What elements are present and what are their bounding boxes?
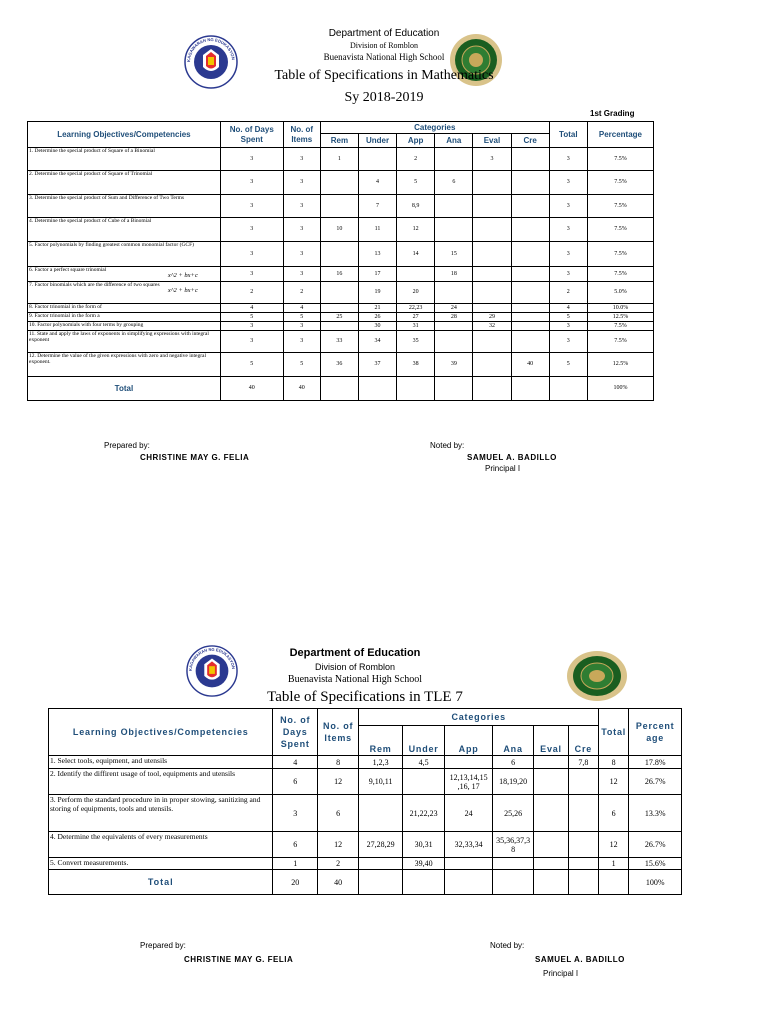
cell-eval bbox=[534, 832, 568, 858]
cell-under bbox=[358, 148, 396, 171]
cell-items: 3 bbox=[283, 195, 320, 218]
cell-cre bbox=[511, 313, 549, 322]
cell-eval bbox=[534, 756, 568, 769]
objective-text: 2. Determine the special product of Square of Trinomial bbox=[29, 171, 153, 177]
cell-eval bbox=[473, 282, 511, 304]
cell-ana: 24 bbox=[435, 304, 473, 313]
total-label: Total bbox=[49, 870, 273, 895]
cell-eval bbox=[534, 769, 568, 795]
objective-cell bbox=[49, 832, 273, 858]
objective-cell bbox=[49, 769, 273, 795]
cell-items: 4 bbox=[283, 304, 320, 313]
math-tos-table bbox=[27, 121, 654, 401]
objective-cell bbox=[49, 756, 273, 769]
objective-cell bbox=[28, 353, 221, 377]
cell-days: 5 bbox=[220, 353, 283, 377]
tle-tos-table bbox=[48, 708, 682, 895]
cell-rem: 10 bbox=[320, 218, 358, 242]
cell-total: 3 bbox=[549, 242, 587, 267]
prepared-by-label: Prepared by: bbox=[140, 941, 186, 950]
cell-app bbox=[397, 267, 435, 282]
col-rem: Rem bbox=[320, 134, 358, 148]
cell-ana: 28 bbox=[435, 313, 473, 322]
cell-eval: 32 bbox=[473, 322, 511, 331]
page-title: Table of Specifications in Mathematics bbox=[274, 68, 494, 83]
col-cre: Cre bbox=[511, 134, 549, 148]
col-eval: Eval bbox=[473, 134, 511, 148]
objective-cell bbox=[28, 242, 221, 267]
cell-pct: 7.5% bbox=[587, 322, 653, 331]
department-name: Department of Education bbox=[328, 28, 440, 39]
cell-app: 24 bbox=[445, 795, 493, 832]
table-row bbox=[28, 195, 654, 218]
cell-under: 26 bbox=[358, 313, 396, 322]
cell-rem: 27,28,29 bbox=[359, 832, 402, 858]
col-items: No. of Items bbox=[283, 122, 320, 148]
division-name: Division of Romblon bbox=[349, 41, 418, 50]
cell-eval bbox=[473, 353, 511, 377]
cell-under: 30 bbox=[358, 322, 396, 331]
total-days: 40 bbox=[220, 377, 283, 401]
cell-under: 37 bbox=[358, 353, 396, 377]
col-ana: Ana bbox=[435, 134, 473, 148]
cell-eval bbox=[473, 331, 511, 353]
objective-cell bbox=[49, 795, 273, 832]
table-row bbox=[49, 832, 682, 858]
table-row bbox=[28, 322, 654, 331]
cell-under: 30,31 bbox=[402, 832, 444, 858]
cell-items: 3 bbox=[283, 322, 320, 331]
cell-days: 3 bbox=[220, 148, 283, 171]
cell-eval bbox=[534, 795, 568, 832]
cell-app: 38 bbox=[397, 353, 435, 377]
cell-days: 4 bbox=[220, 304, 283, 313]
table-row bbox=[49, 769, 682, 795]
cell-under: 13 bbox=[358, 242, 396, 267]
col-ana: Ana bbox=[492, 726, 533, 756]
cell-app: 27 bbox=[397, 313, 435, 322]
cell-ana bbox=[435, 218, 473, 242]
cell-app: 2 bbox=[397, 148, 435, 171]
objective-cell bbox=[28, 331, 221, 353]
cell-total: 1 bbox=[599, 858, 629, 870]
table-row bbox=[28, 218, 654, 242]
cell-ana bbox=[435, 195, 473, 218]
cell-pct: 7.5% bbox=[587, 148, 653, 171]
formula-text: x^2 + bx+c bbox=[167, 287, 198, 294]
cell-ana bbox=[435, 322, 473, 331]
cell-rem: 9,10,11 bbox=[359, 769, 402, 795]
cell-items: 5 bbox=[283, 313, 320, 322]
cell-ana bbox=[435, 148, 473, 171]
col-objectives: Learning Objectives/Competencies bbox=[49, 709, 273, 756]
cell-total: 3 bbox=[549, 331, 587, 353]
cell-items: 3 bbox=[283, 148, 320, 171]
table-row bbox=[28, 171, 654, 195]
cell-total: 12 bbox=[599, 769, 629, 795]
cell-cre bbox=[511, 242, 549, 267]
objective-text: 11. State and apply the laws of exponents in simplifying expressions with integral exponent bbox=[29, 331, 209, 343]
cell-pct: 7.5% bbox=[587, 331, 653, 353]
cell-cre bbox=[511, 218, 549, 242]
cell-pct: 7.5% bbox=[587, 171, 653, 195]
objective-cell bbox=[49, 858, 273, 870]
cell-cre: 7,8 bbox=[568, 756, 598, 769]
col-days: No. of Days Spent bbox=[273, 709, 317, 756]
cell-under: 19 bbox=[358, 282, 396, 304]
cell-pct: 13.3% bbox=[629, 795, 682, 832]
col-items: No. of Items bbox=[317, 709, 358, 756]
principal-name: SAMUEL A. BADILLO bbox=[535, 955, 625, 964]
cell-ana: 6 bbox=[435, 171, 473, 195]
objective-cell bbox=[28, 304, 221, 313]
cell-items: 3 bbox=[283, 218, 320, 242]
cell-days: 1 bbox=[273, 858, 317, 870]
svg-text:KAGAWARAN NG EDUKASYON: KAGAWARAN NG EDUKASYON bbox=[185, 36, 236, 63]
objective-cell bbox=[28, 148, 221, 171]
cell-items: 3 bbox=[283, 267, 320, 282]
cell-rem bbox=[320, 304, 358, 313]
cell-items: 3 bbox=[283, 331, 320, 353]
total-days: 20 bbox=[273, 870, 317, 895]
cell-days: 3 bbox=[220, 322, 283, 331]
cell-total: 3 bbox=[549, 195, 587, 218]
cell-under: 39,40 bbox=[402, 858, 444, 870]
cell-days: 3 bbox=[220, 242, 283, 267]
cell-under: 17 bbox=[358, 267, 396, 282]
objective-text: 1. Determine the special product of Square of a Binomial bbox=[29, 148, 155, 154]
cell-pct: 10.0% bbox=[587, 304, 653, 313]
cell-cre bbox=[568, 769, 598, 795]
table-row bbox=[28, 282, 654, 304]
col-under: Under bbox=[402, 726, 444, 756]
objective-text: 12. Determine the value of the given expressions with zero and negative integral exponent. bbox=[29, 353, 207, 365]
cell-cre bbox=[511, 322, 549, 331]
cell-rem: 36 bbox=[320, 353, 358, 377]
cell-cre bbox=[568, 858, 598, 870]
cell-under: 4 bbox=[358, 171, 396, 195]
cell-under bbox=[402, 769, 444, 795]
cell-items: 8 bbox=[317, 756, 358, 769]
page-title: Table of Specifications in TLE 7 bbox=[267, 689, 463, 705]
cell-days: 3 bbox=[220, 218, 283, 242]
cell-rem bbox=[359, 795, 402, 832]
table-row bbox=[28, 148, 654, 171]
cell-days: 4 bbox=[273, 756, 317, 769]
cell-rem bbox=[320, 195, 358, 218]
cell-under: 21 bbox=[358, 304, 396, 313]
table-row bbox=[28, 304, 654, 313]
cell-pct: 15.6% bbox=[629, 858, 682, 870]
school-year: Sy 2018-2019 bbox=[344, 90, 424, 105]
cell-cre bbox=[511, 148, 549, 171]
cell-app bbox=[445, 756, 493, 769]
cell-days: 6 bbox=[273, 832, 317, 858]
col-app: App bbox=[445, 726, 493, 756]
total-items: 40 bbox=[317, 870, 358, 895]
principal-name: SAMUEL A. BADILLO bbox=[467, 453, 557, 462]
preparer-name: CHRISTINE MAY G. FELIA bbox=[184, 955, 294, 964]
cell-days: 3 bbox=[220, 267, 283, 282]
cell-days: 3 bbox=[220, 331, 283, 353]
cell-days: 3 bbox=[273, 795, 317, 832]
cell-ana: 6 bbox=[492, 756, 533, 769]
cell-eval bbox=[534, 858, 568, 870]
cell-app: 22,23 bbox=[397, 304, 435, 313]
cell-items: 2 bbox=[317, 858, 358, 870]
objective-text: 4. Determine the special product of Cube of a Binomial bbox=[29, 218, 152, 224]
col-app: App bbox=[397, 134, 435, 148]
objective-text: 7. Factor binomials which are the difference of two squares bbox=[29, 282, 160, 288]
cell-pct: 7.5% bbox=[587, 242, 653, 267]
objective-cell bbox=[28, 267, 221, 282]
cell-days: 3 bbox=[220, 171, 283, 195]
cell-eval: 3 bbox=[473, 148, 511, 171]
cell-total: 2 bbox=[549, 282, 587, 304]
department-name: Department of Education bbox=[289, 647, 421, 659]
total-percentage: 100% bbox=[587, 377, 653, 401]
cell-cre bbox=[568, 795, 598, 832]
cell-total: 5 bbox=[549, 353, 587, 377]
preparer-name: CHRISTINE MAY G. FELIA bbox=[140, 453, 250, 462]
col-percentage: Percentage bbox=[587, 122, 653, 148]
cell-total: 3 bbox=[549, 322, 587, 331]
cell-pct: 5.0% bbox=[587, 282, 653, 304]
cell-app bbox=[445, 858, 493, 870]
objective-cell bbox=[28, 313, 221, 322]
table-row bbox=[49, 756, 682, 769]
cell-cre bbox=[511, 331, 549, 353]
col-categories: Categories bbox=[359, 709, 599, 726]
cell-pct: 12.5% bbox=[587, 353, 653, 377]
col-total: Total bbox=[599, 709, 629, 756]
objective-text: 5. Factor polynomials by finding greatest common monomial factor (GCF) bbox=[29, 242, 194, 248]
cell-under: 21,22,23 bbox=[402, 795, 444, 832]
cell-eval bbox=[473, 267, 511, 282]
cell-pct: 26.7% bbox=[629, 769, 682, 795]
formula-text: x^2 + bx+c bbox=[167, 272, 198, 279]
principal-title: Principal I bbox=[543, 969, 579, 978]
cell-ana: 39 bbox=[435, 353, 473, 377]
cell-ana: 18,19,20 bbox=[492, 769, 533, 795]
cell-eval: 29 bbox=[473, 313, 511, 322]
cell-app: 8,9 bbox=[397, 195, 435, 218]
cell-rem: 25 bbox=[320, 313, 358, 322]
table-row bbox=[28, 331, 654, 353]
cell-cre bbox=[568, 832, 598, 858]
col-rem: Rem bbox=[359, 726, 402, 756]
objective-text: 5. Convert measurements. bbox=[50, 858, 129, 867]
table-row bbox=[28, 242, 654, 267]
objective-text: 2. Identify the diffirent usage of tool, equipments and utensils bbox=[50, 769, 236, 778]
cell-cre bbox=[511, 282, 549, 304]
cell-ana bbox=[435, 331, 473, 353]
cell-days: 3 bbox=[220, 195, 283, 218]
cell-items: 5 bbox=[283, 353, 320, 377]
col-cre: Cre bbox=[568, 726, 598, 756]
objective-cell bbox=[28, 282, 221, 304]
cell-rem bbox=[359, 858, 402, 870]
cell-eval bbox=[473, 195, 511, 218]
cell-cre bbox=[511, 195, 549, 218]
col-total: Total bbox=[549, 122, 587, 148]
cell-rem bbox=[320, 242, 358, 267]
cell-items: 3 bbox=[283, 242, 320, 267]
cell-ana bbox=[435, 282, 473, 304]
cell-cre bbox=[511, 171, 549, 195]
cell-ana bbox=[492, 858, 533, 870]
objective-text: 1. Select tools, equipment, and utensils bbox=[50, 756, 168, 765]
cell-total: 8 bbox=[599, 756, 629, 769]
cell-eval bbox=[473, 218, 511, 242]
table-row bbox=[49, 858, 682, 870]
objective-cell bbox=[28, 218, 221, 242]
cell-app: 12,13,14,15 ,16, 17 bbox=[445, 769, 493, 795]
cell-ana: 25,26 bbox=[492, 795, 533, 832]
cell-rem bbox=[320, 322, 358, 331]
cell-rem: 16 bbox=[320, 267, 358, 282]
grading-period: 1st Grading bbox=[590, 109, 635, 118]
table-row bbox=[28, 267, 654, 282]
objective-text: 3. Determine the special product of Sum and Difference of Two Terms bbox=[29, 195, 185, 201]
cell-app: 20 bbox=[397, 282, 435, 304]
cell-pct: 7.5% bbox=[587, 218, 653, 242]
cell-rem bbox=[320, 282, 358, 304]
cell-total: 4 bbox=[549, 304, 587, 313]
cell-days: 6 bbox=[273, 769, 317, 795]
cell-app: 14 bbox=[397, 242, 435, 267]
cell-rem: 1,2,3 bbox=[359, 756, 402, 769]
cell-days: 2 bbox=[220, 282, 283, 304]
principal-title: Principal I bbox=[485, 464, 521, 473]
total-percentage: 100% bbox=[629, 870, 682, 895]
objective-text: 3. Perform the standard procedure in in proper stowing, sanitizing and storing of equipments, tools and utensils. bbox=[50, 795, 261, 813]
cell-pct: 26.7% bbox=[629, 832, 682, 858]
noted-by-label: Noted by: bbox=[490, 941, 525, 950]
cell-pct: 12.5% bbox=[587, 313, 653, 322]
cell-cre bbox=[511, 267, 549, 282]
cell-total: 3 bbox=[549, 267, 587, 282]
col-objectives: Learning Objectives/Competencies bbox=[28, 122, 221, 148]
cell-items: 3 bbox=[283, 171, 320, 195]
cell-pct: 17.8% bbox=[629, 756, 682, 769]
objective-text: 10. Factor polynomials with four terms by grouping bbox=[29, 322, 144, 328]
cell-eval bbox=[473, 171, 511, 195]
cell-eval bbox=[473, 242, 511, 267]
objective-text: 9. Factor trinomial in the form a bbox=[29, 313, 100, 319]
cell-total: 12 bbox=[599, 832, 629, 858]
table-row bbox=[28, 313, 654, 322]
cell-app: 32,33,34 bbox=[445, 832, 493, 858]
table-row bbox=[28, 353, 654, 377]
cell-days: 5 bbox=[220, 313, 283, 322]
cell-total: 6 bbox=[599, 795, 629, 832]
cell-under: 4,5 bbox=[402, 756, 444, 769]
noted-by-label: Noted by: bbox=[430, 441, 465, 450]
cell-rem: 1 bbox=[320, 148, 358, 171]
table-row bbox=[49, 795, 682, 832]
cell-pct: 7.5% bbox=[587, 195, 653, 218]
objective-text: 6. Factor a perfect square trinomial bbox=[29, 267, 107, 273]
total-items: 40 bbox=[283, 377, 320, 401]
col-eval: Eval bbox=[534, 726, 568, 756]
cell-items: 6 bbox=[317, 795, 358, 832]
cell-total: 5 bbox=[549, 313, 587, 322]
cell-total: 3 bbox=[549, 218, 587, 242]
objective-cell bbox=[28, 195, 221, 218]
prepared-by-label: Prepared by: bbox=[104, 441, 150, 450]
cell-under: 34 bbox=[358, 331, 396, 353]
cell-items: 12 bbox=[317, 832, 358, 858]
division-name: Division of Romblon bbox=[314, 662, 396, 672]
cell-rem bbox=[320, 171, 358, 195]
cell-items: 12 bbox=[317, 769, 358, 795]
col-under: Under bbox=[358, 134, 396, 148]
school-name: Buenavista National High School bbox=[323, 52, 445, 62]
cell-under: 7 bbox=[358, 195, 396, 218]
cell-eval bbox=[473, 304, 511, 313]
col-days: No. of Days Spent bbox=[220, 122, 283, 148]
col-categories: Categories bbox=[320, 122, 549, 134]
cell-total: 3 bbox=[549, 148, 587, 171]
total-label: Total bbox=[28, 377, 221, 401]
objective-cell bbox=[28, 171, 221, 195]
cell-app: 12 bbox=[397, 218, 435, 242]
cell-total: 3 bbox=[549, 171, 587, 195]
objective-cell bbox=[28, 322, 221, 331]
objective-text: 4. Determine the equivalents of every measurements bbox=[50, 832, 208, 841]
cell-ana: 15 bbox=[435, 242, 473, 267]
cell-items: 2 bbox=[283, 282, 320, 304]
cell-cre: 40 bbox=[511, 353, 549, 377]
cell-ana: 18 bbox=[435, 267, 473, 282]
cell-ana: 35,36,37,3 8 bbox=[492, 832, 533, 858]
objective-text: 8. Factor trinomial in the form of bbox=[29, 304, 102, 310]
cell-rem: 33 bbox=[320, 331, 358, 353]
col-percentage: Percent age bbox=[629, 709, 682, 756]
svg-text:KAGAWARAN NG EDUKASYON: KAGAWARAN NG EDUKASYON bbox=[187, 646, 237, 672]
cell-pct: 7.5% bbox=[587, 267, 653, 282]
cell-app: 35 bbox=[397, 331, 435, 353]
cell-under: 11 bbox=[358, 218, 396, 242]
cell-cre bbox=[511, 304, 549, 313]
school-name: Buenavista National High School bbox=[287, 674, 423, 685]
cell-app: 31 bbox=[397, 322, 435, 331]
cell-app: 5 bbox=[397, 171, 435, 195]
